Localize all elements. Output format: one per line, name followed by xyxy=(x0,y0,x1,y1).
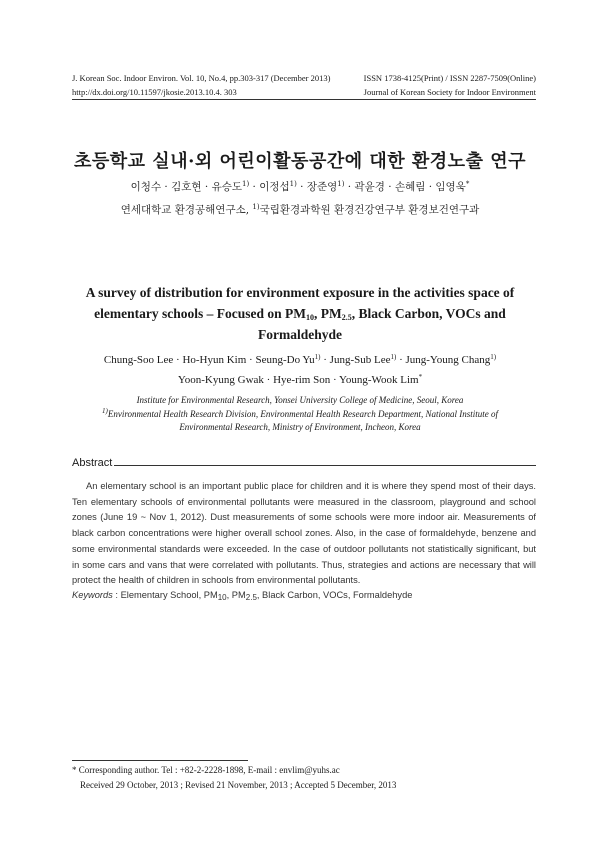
keywords-label: Keywords xyxy=(72,590,113,600)
keyword-text: , PM xyxy=(226,590,246,600)
keywords-separator: : xyxy=(112,590,121,600)
footnote-rule xyxy=(72,760,248,761)
author-name: Jung-Young Chang xyxy=(405,354,491,366)
author-name: Jung-Sub Lee xyxy=(329,354,391,366)
author-name: 손혜림 xyxy=(394,181,426,193)
author-name: 이정섭 xyxy=(259,181,290,193)
korean-affiliation xyxy=(0,202,600,217)
author-separator: · xyxy=(161,181,172,193)
header-rule xyxy=(72,99,536,100)
korean-affiliation-second: 국립환경과학원 환경건강연구부 환경보건연구과 xyxy=(259,204,480,216)
journal-name: Journal of Korean Society for Indoor Environment xyxy=(363,87,536,97)
author-name: Hye-rim Son xyxy=(273,374,331,386)
author-name: Yoon-Kyung Gwak xyxy=(177,374,264,386)
doi-link[interactable]: http://dx.doi.org/10.11597/jkosie.2013.10.4. 303 xyxy=(72,87,237,97)
english-affiliation-2 xyxy=(0,408,600,422)
keywords xyxy=(72,590,536,600)
english-authors xyxy=(0,350,600,390)
abstract-heading-row xyxy=(72,457,536,471)
author-separator: · xyxy=(173,354,183,366)
author-separator: · xyxy=(425,181,436,193)
author-name: Ho-Hyun Kim xyxy=(182,354,247,366)
english-authors-line xyxy=(0,370,600,390)
abstract-heading: Abstract xyxy=(72,457,113,469)
received-dates-note: Received 29 October, 2013 ; Revised 21 November, 2013 ; Accepted 5 December, 2013 xyxy=(80,780,397,790)
author-name: Seung-Do Yu xyxy=(255,354,315,366)
subscript: 2.5 xyxy=(245,593,257,602)
keyword-text: Elementary School, PM xyxy=(120,590,218,600)
english-title-part: A survey of distribution for environment exposure in the activities space of elementary schools – Focused on PM xyxy=(85,285,515,321)
author-affiliation-marker: * xyxy=(418,373,423,381)
english-title xyxy=(80,282,520,345)
korean-authors xyxy=(0,179,600,194)
author-affiliation-marker: 1) xyxy=(289,180,297,188)
author-name: Chung-Soo Lee xyxy=(103,354,174,366)
author-separator: · xyxy=(330,374,339,386)
english-title-part: , PM xyxy=(314,306,342,321)
author-separator: · xyxy=(384,181,395,193)
author-name: 김호현 xyxy=(171,181,202,193)
corresponding-author-note: * Corresponding author. Tel : +82-2-2228-1898, E-mail : envlim@yuhs.ac xyxy=(72,765,340,775)
author-affiliation-marker: 1) xyxy=(314,353,321,361)
abstract-paragraph: An elementary school is an important public place for children and it is where they spend most of their days. Ten elementary schools of environmental pollutants were measured in the classroom, playground and school zones (June 19 ~ Nov 1, 2012). Dust measurements of some schools were more indoor air. Measurements of black carbon concentrations were higher overall school zones. Also, in the case of formaldehyde, benzene and some environmental standards were exceeded. In the case of outdoor pollutants not statistically significant, but in some cars and vans that were correlated with pollutants. Thus, strategies and actions are necessary that will protect the health of children in schools from environmental pollutants. xyxy=(72,481,536,586)
author-separator: · xyxy=(263,374,274,386)
author-affiliation-marker: 1) xyxy=(337,180,345,188)
korean-title: 초등학교 실내·외 어린이활동공간에 대한 환경노출 연구 xyxy=(73,151,527,172)
author-affiliation-marker: 1) xyxy=(242,180,250,188)
affiliation-marker: 1) xyxy=(252,203,260,211)
subscript: 10 xyxy=(217,593,227,602)
english-title-part: , Black Carbon, VOCs and Formaldehyde xyxy=(258,306,506,342)
author-separator: · xyxy=(296,181,307,193)
issn: ISSN 1738-4125(Print) / ISSN 2287-7509(Online) xyxy=(363,73,536,83)
author-affiliation-marker: 1) xyxy=(390,353,397,361)
author-separator: · xyxy=(396,354,406,366)
author-separator: · xyxy=(201,181,212,193)
english-affiliation-2-line: Environmental Health Research Division, Environmental Health Research Department, National Institute of xyxy=(107,408,498,419)
abstract-rule xyxy=(72,465,536,466)
subscript: 2.5 xyxy=(341,313,352,322)
english-affiliation-1: Institute for Environmental Research, Yonsei University College of Medicine, Seoul, Korea xyxy=(136,395,464,405)
subscript: 10 xyxy=(306,313,315,322)
author-affiliation-marker: 1) xyxy=(490,353,497,361)
affiliation-marker: 1) xyxy=(102,406,108,415)
author-name: 곽윤경 xyxy=(354,181,385,193)
author-separator: · xyxy=(246,354,256,366)
author-separator: · xyxy=(320,354,330,366)
journal-citation: J. Korean Soc. Indoor Environ. Vol. 10, No.4, pp.303-317 (December 2013) xyxy=(72,73,331,83)
author-separator: · xyxy=(344,181,355,193)
author-affiliation-marker: * xyxy=(465,180,470,188)
abstract-body xyxy=(72,479,536,589)
author-name: 장준영 xyxy=(306,181,338,193)
author-name: 유승도 xyxy=(211,181,242,193)
keyword-text: , Black Carbon, VOCs, Formaldehyde xyxy=(256,590,413,600)
english-affiliations xyxy=(0,394,600,435)
author-name: Young-Wook Lim xyxy=(338,374,419,386)
author-name: 임영욱 xyxy=(435,181,466,193)
english-affiliation-2-cont: Environmental Research, Ministry of Environment, Incheon, Korea xyxy=(179,422,421,432)
korean-affiliation-main: 연세대학교 환경공해연구소, xyxy=(120,204,253,216)
english-authors-line xyxy=(0,350,600,370)
author-separator: · xyxy=(249,181,260,193)
author-name: 이청수 xyxy=(130,181,162,193)
